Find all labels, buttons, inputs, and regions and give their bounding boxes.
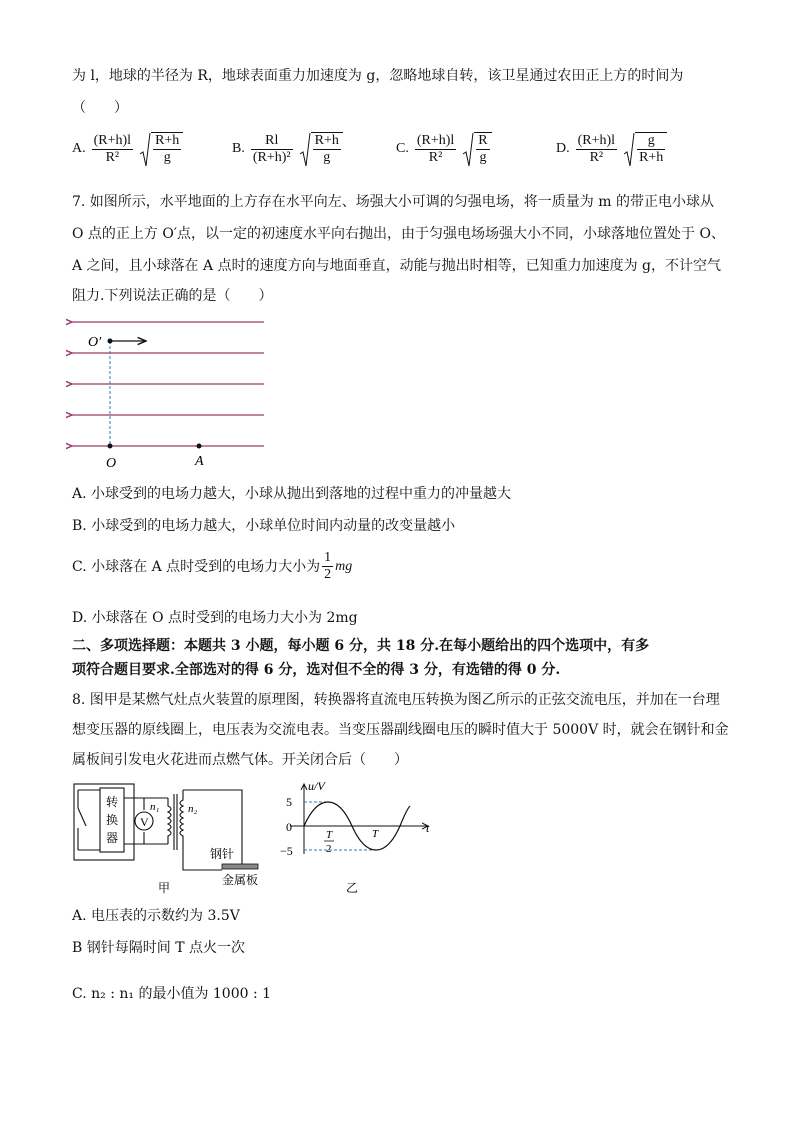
q8-figure-yi [280,778,440,900]
q6-option-d: D. $\frac{(R+h)l}{\text{R²}}$ $\frac{g}{R+h}$ [556,132,667,166]
tick-zero: 0 [286,820,292,834]
q8-line1: 8. 图甲是某燃气灶点火装置的原理图，转换器将直流电压转换为图乙所示的正弦交流电压，并加在一台理 [72,692,720,708]
sqrt-sign: $\frac{R+h}{g}$ [299,132,343,166]
tick-half-num: T [326,829,333,841]
q7-line1: 7. 如图所示，水平地面的上方存在水平向左、场强大小可调的匀强电场，将一质量为 m 的带正电小球从 [72,194,714,210]
q8-option-c: C. n₂ : n₁ 的最小值为 1000 : 1 [72,986,272,1002]
tick-neg5: −5 [280,844,293,858]
section2-line2: 项符合题目要求.全部选对的得 6 分，选对但不全的得 3 分，有选错的得 0 分. [72,662,561,678]
section2-line1: 二、多项选择题：本题共 3 小题，每小题 6 分，共 18 分.在每小题给出的四个选项中，有多 [72,638,650,654]
q7-option-c: C. 小球落在 A 点时受到的电场力大小为 $\frac{1}{2}$ mg [72,550,353,582]
y-axis-label: u/V [308,779,325,793]
label-o-prime: O′ [88,335,102,350]
sqrt-sign: $\frac{R+h}{g}$ [139,132,183,166]
q6-blank: （ ） [72,100,128,116]
q6-option-b: B. $\frac{Rl}{\text{(R+h)²}}$ $\frac{R+h}{g}$ [232,132,343,166]
needle-label: 钢针 [210,847,235,861]
plate-label: 金属板 [222,873,259,887]
point-o-prime [108,339,113,344]
tick-T: T [372,828,379,840]
n1-label: n₁ [150,801,160,813]
q7-line3: A 之间，且小球落在 A 点时的速度方向与地面垂直，动能与抛出时相等，已知重力加速度为 g，不计空气 [72,258,721,274]
converter-label: 器 [106,831,119,845]
caption-jia: 甲 [158,881,171,895]
q6-option-c: C. $\frac{(R+h)l}{\text{R²}}$ $\frac{R}{g}$ [396,132,492,166]
caption-yi: 乙 [346,881,359,895]
q8-option-b: B 钢针每隔时间 T 点火一次 [72,940,245,956]
sqrt-sign: $\frac{R}{g}$ [462,132,491,166]
q7-line4: 阻力.下列说法正确的是（ ） [72,288,273,304]
tick-pos5: 5 [286,795,292,809]
tick-half-den: 2 [326,843,332,855]
q7-option-d: D. 小球落在 O 点时受到的电场力大小为 2mg [72,610,358,626]
converter-label: 换 [106,813,119,827]
q8-line3: 属板间引发电火花进而点燃气体。开关闭合后（ ） [72,752,408,768]
svg-text:V: V [140,815,149,829]
label-o: O [106,456,117,471]
q8-figure-jia [70,780,270,900]
q8-option-a: A. 电压表的示数约为 3.5V [72,908,240,924]
point-o [108,444,113,449]
q8-line2: 想变压器的原线圈上，电压表为交流电表。当变压器副线圈电压的瞬时值大于 5000V 时，就会在钢针和金 [72,722,729,738]
q7-line2: O 点的正上方 O′点，以一定的初速度水平向右抛出，由于匀强电场场强大小不同，小球落地位置处于 O、 [72,226,725,242]
q7-option-b: B. 小球受到的电场力越大，小球单位时间内动量的改变量越小 [72,518,456,534]
n2-label: n₂ [188,803,198,815]
label-a: A [195,454,204,469]
sqrt-sign: $\frac{g}{R+h}$ [623,132,667,166]
converter-label: 转 [106,795,119,809]
q6-line1: 为 l，地球的半径为 R，地球表面重力加速度为 g，忽略地球自转，该卫星通过农田正上方的时间为 [72,68,684,84]
q6-option-a: A. $\frac{(R+h)l}{\text{R²}}$ $\frac{R+h}{g}$ [72,132,183,166]
outer-frame [74,784,134,860]
q7-field-diagram [66,310,270,474]
t-axis-label: t [426,821,430,835]
q7-option-a: A. 小球受到的电场力越大，小球从抛出到落地的过程中重力的冲量越大 [72,486,512,502]
point-a [197,444,202,449]
metal-plate [222,864,258,869]
